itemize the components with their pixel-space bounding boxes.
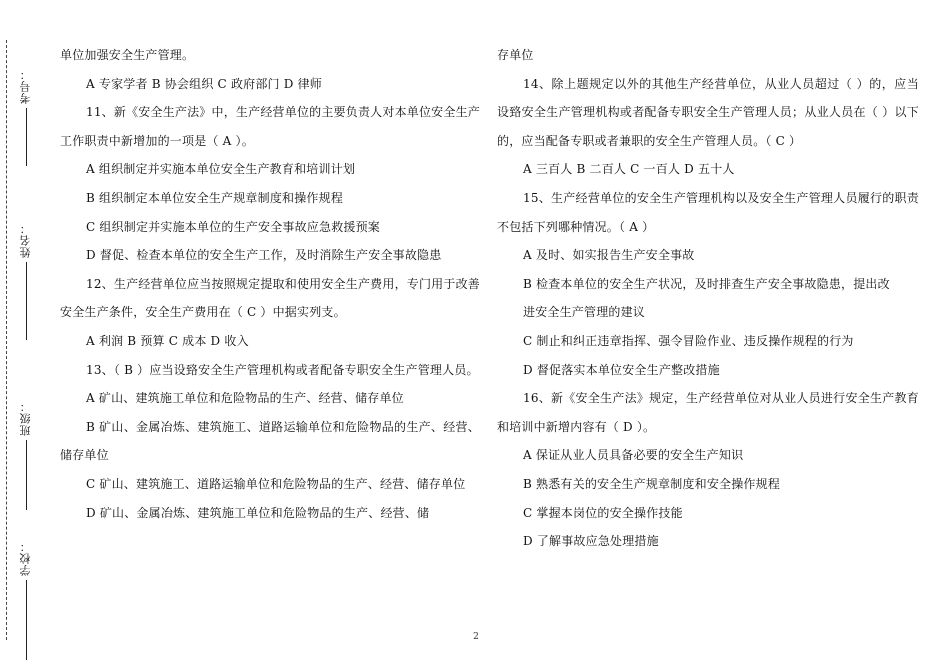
paragraph: C 组织制定并实施本单位的生产安全事故应急救援预案 — [86, 219, 380, 234]
name-field — [14, 222, 38, 340]
paragraph: 15、生产经营单位的安全生产管理机构以及安全生产管理人员履行的职责不包括下列哪种情况。（ A ） — [497, 190, 919, 234]
left-column — [60, 41, 480, 527]
paragraph: 14、除上题规定以外的其他生产经营单位，从业人员超过（ ）的，应当设臵安全生产管理机构或者配备专职安全生产管理人员；从业人员在（ ）以下的，应当配备专职或者兼职的安全生产管理人员。（ C ） — [497, 76, 919, 148]
paragraph: C 矿山、建筑施工、道路运输单位和危险物品的生产、经营、储存单位 — [86, 476, 466, 491]
school-line — [26, 580, 27, 660]
paragraph: A 组织制定并实施本单位安全生产教育和培训计划 — [86, 162, 356, 177]
paragraph: D 矿山、金属冶炼、建筑施工单位和危险物品的生产、经营、储 — [86, 505, 430, 520]
paragraph: B 矿山、金属冶炼、建筑施工、道路运输单位和危险物品的生产、经营、储存单位 — [60, 419, 480, 463]
paragraph: 12、生产经营单位应当按照规定提取和使用安全生产费用，专门用于改善安全生产条件，安全生产费用在（ C ）中据实列支。 — [60, 276, 480, 320]
paragraph: A 及时、如实报告生产安全事故 — [523, 248, 695, 263]
binding-margin — [0, 0, 48, 671]
paragraph: 进安全生产管理的建议 — [523, 305, 646, 320]
paragraph: D 督促落实本单位安全生产整改措施 — [523, 362, 720, 377]
exam-number-line — [26, 108, 27, 166]
school-field — [14, 540, 38, 660]
school-label: 学校： — [19, 540, 32, 576]
paragraph: 11、新《安全生产法》中，生产经营单位的主要负责人对本单位安全生产工作职责中新增加的一项是（ A ）。 — [60, 105, 480, 148]
exam-number-label: 考号： — [19, 68, 32, 104]
class-field — [14, 400, 38, 510]
page-number: 2 — [473, 632, 479, 642]
paragraph: 16、新《安全生产法》规定，生产经营单位对从业人员进行安全生产教育和培训中新增内容有（ D ）。 — [497, 391, 919, 434]
exam-number-field — [14, 68, 38, 166]
name-line — [26, 262, 27, 340]
paragraph: D 督促、检查本单位的安全生产工作，及时消除生产安全事故隐患 — [86, 248, 442, 263]
paragraph: 13、（ B ）应当设臵安全生产管理机构或者配备专职安全生产管理人员。 — [86, 362, 479, 377]
paragraph: D 了解事故应急处理措施 — [523, 534, 659, 549]
right-column — [497, 41, 919, 556]
binding-dashed-line — [6, 40, 7, 640]
paragraph: A 矿山、建筑施工单位和危险物品的生产、经营、储存单位 — [86, 391, 404, 406]
paragraph: A 专家学者 B 协会组织 C 政府部门 D 律师 — [86, 76, 322, 91]
paragraph: B 检查本单位的安全生产状况，及时排查生产安全事故隐患，提出改 — [523, 276, 890, 291]
paragraph: B 熟悉有关的安全生产规章制度和安全操作规程 — [523, 476, 781, 491]
paragraph: A 三百人 B 二百人 C 一百人 D 五十人 — [523, 162, 735, 177]
paragraph: A 保证从业人员具备必要的安全生产知识 — [523, 448, 744, 463]
paragraph: A 利润 B 预算 C 成本 D 收入 — [86, 333, 249, 348]
paragraph: 单位加强安全生产管理。 — [60, 48, 195, 62]
class-label: 班级： — [19, 400, 32, 436]
name-label: 姓名： — [19, 222, 32, 258]
class-line — [26, 440, 27, 510]
paragraph: C 制止和纠正违章指挥、强令冒险作业、违反操作规程的行为 — [523, 333, 854, 348]
paragraph: C 掌握本岗位的安全操作技能 — [523, 505, 683, 520]
paragraph: 存单位 — [497, 48, 534, 62]
paragraph: B 组织制定本单位安全生产规章制度和操作规程 — [86, 190, 344, 205]
